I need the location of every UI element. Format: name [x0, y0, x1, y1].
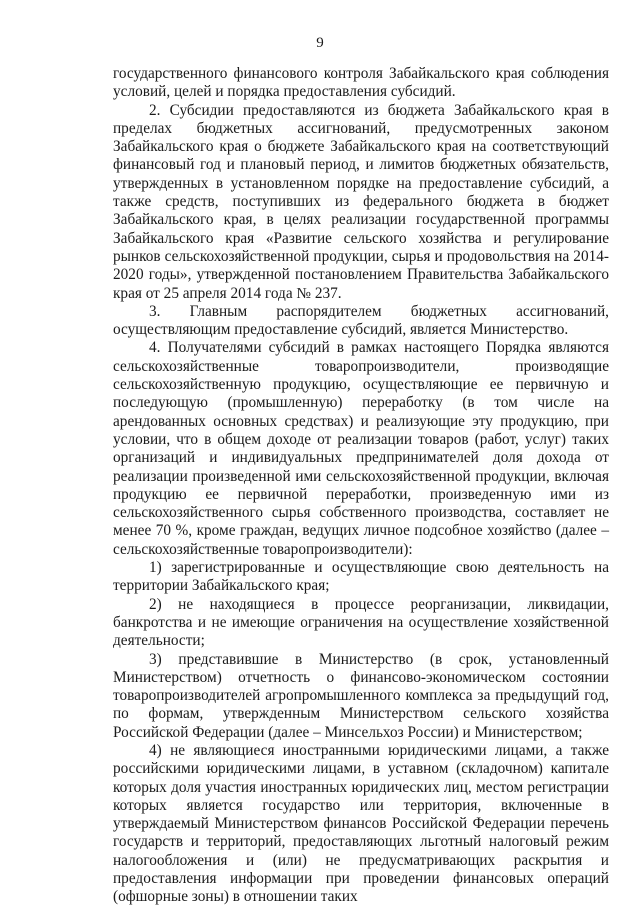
paragraph-item-2: 2. Субсидии предоставляются из бюджета Забайкальского края в пределах бюджетных ассигнований, предусмотренных законом Забайкальского края о бюджете Забайкальского края на соответствующий финансовый год и плановый период, и лимитов бюджетных обязательств, утвержденных в установленном порядке на предоставление субсидий, а также средств, поступивших из федерального бюджета в бюджет Забайкальского края, в целях реализации государственной программы Забайкальского края «Развитие сельского хозяйства и регулирование рынков сельскохозяйственной продукции, сырья и продовольствия на 2014-2020 годы», утвержденной постановлением Правительства Забайкальского края от 25 апреля 2014 года № 237. — [113, 101, 609, 302]
subitem-4: 4) не являющиеся иностранными юридическими лицами, а также российскими юридическими лицами, в уставном (складочном) капитале которых доля участия иностранных юридических лиц, местом регистрации которых является государство или территория, включенные в утверждаемый Министерством финансов Российской Федерации перечень государств и территорий, предоставляющих льготный налоговый режим налогообложения и (или) не предусматривающих раскрытия и предоставления информации при проведении финансовых операций (офшорные зоны) в отношении таких — [113, 741, 609, 906]
paragraph-continuation: государственного финансового контроля Забайкальского края соблюдения условий, целей и порядка предоставления субсидий. — [113, 65, 609, 101]
paragraph-item-3: 3. Главным распорядителем бюджетных ассигнований, осуществляющим предоставление субсидий, является Министерство. — [113, 302, 609, 339]
subitem-2: 2) не находящиеся в процессе реорганизации, ликвидации, банкротства и не имеющие ограничения на осуществление хозяйственной деятельности; — [113, 595, 609, 650]
page-number: 9 — [316, 35, 324, 51]
paragraph-item-4: 4. Получателями субсидий в рамках настоящего Порядка являются сельскохозяйственные товаропроизводители, производящие сельскохозяйственную продукцию, осуществляющие ее первичную и последующую (промышленную) переработку (в том числе на арендованных основных средствах) и реализующие эту продукцию, при условии, что в общем доходе от реализации товаров (работ, услуг) таких организаций и индивидуальных предпринимателей доля дохода от реализации произведенной ими сельскохозяйственной продукции, включая продукцию ее первичной переработки, произведенную ими из сельскохозяйственного сырья собственного производства, составляет не менее 70 %, кроме граждан, ведущих личное подсобное хозяйство (далее – сельскохозяйственные товаропроизводители): — [113, 339, 609, 558]
document-body — [113, 65, 609, 907]
subitem-3: 3) представившие в Министерство (в срок, установленный Министерством) отчетность о финансово-экономическом состоянии товаропроизводителей агропромышленного комплекса за предыдущий год, по формам, утвержденным Министерством сельского хозяйства Российской Федерации (далее – Минсельхоз России) и Министерством; — [113, 650, 609, 741]
subitem-1: 1) зарегистрированные и осуществляющие свою деятельность на территории Забайкальского края; — [113, 559, 609, 595]
